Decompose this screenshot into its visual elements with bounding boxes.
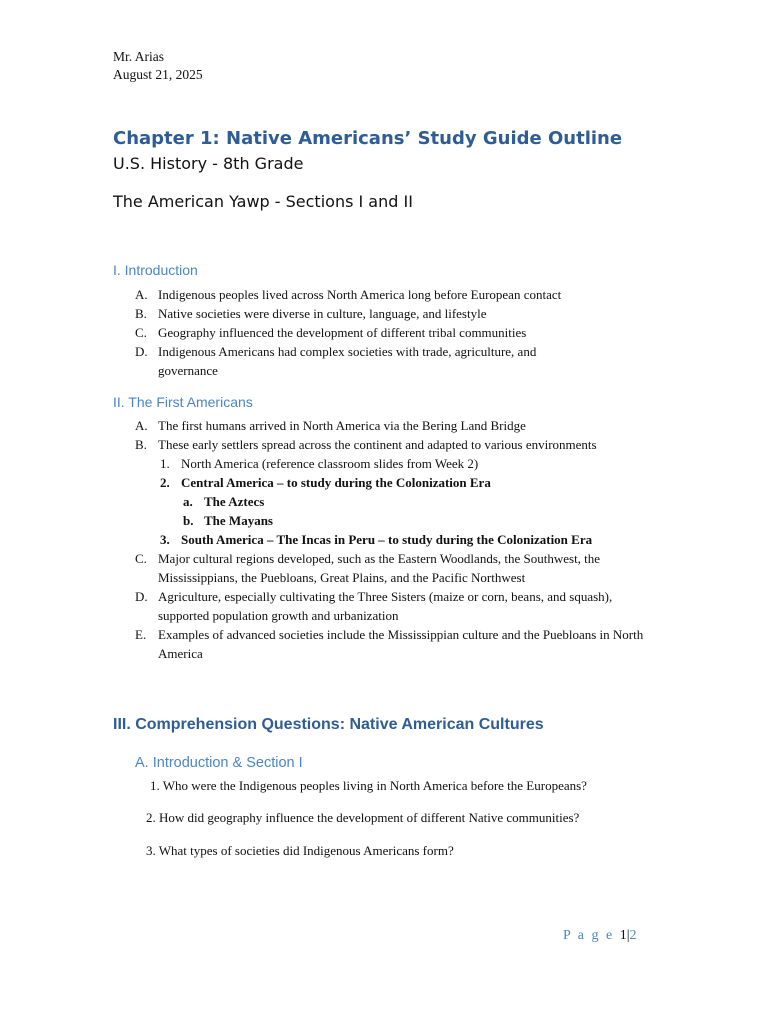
section-heading-first-americans: II. The First Americans <box>113 394 253 410</box>
list-item <box>0 304 768 323</box>
list-item <box>0 416 768 435</box>
list-item <box>0 587 768 625</box>
introduction-list <box>0 285 768 380</box>
list-text: Indigenous Americans had complex societies with trade, agriculture, and governance <box>158 344 537 378</box>
list-text: South America – The Incas in Peru – to study during the Colonization Era <box>181 532 593 547</box>
document-subtitle-2: The American Yawp - Sections I and II <box>113 192 413 211</box>
subsection-heading-intro-section-1: A. Introduction & Section I <box>135 755 303 771</box>
list-item <box>0 473 768 492</box>
list-marker: D. <box>135 589 148 604</box>
list-text: Geography influenced the development of different tribal communities <box>158 325 527 340</box>
list-text: Examples of advanced societies include the Mississippian culture and the Puebloans in North America <box>158 627 644 661</box>
list-marker: C. <box>135 551 147 566</box>
list-item <box>0 454 768 473</box>
list-marker: B. <box>135 306 147 321</box>
list-item <box>0 492 768 511</box>
list-item <box>0 549 768 587</box>
list-item <box>0 342 768 380</box>
document-title: Chapter 1: Native Americans’ Study Guide Outline <box>113 128 623 149</box>
question-2: 2. How did geography influence the development of different Native communities? <box>146 810 580 825</box>
question-3: 3. What types of societies did Indigenous Americans form? <box>146 843 454 858</box>
list-item <box>0 511 768 530</box>
list-marker: 3. <box>160 532 170 547</box>
list-marker: 1. <box>160 456 170 471</box>
section-heading-introduction: I. Introduction <box>113 262 198 278</box>
list-marker: D. <box>135 344 148 359</box>
question-1: 1. Who were the Indigenous peoples living in North America before the Europeans? <box>150 778 587 793</box>
list-text: Central America – to study during the Colonization Era <box>181 475 491 490</box>
section-heading-comprehension: III. Comprehension Questions: Native American Cultures <box>113 716 544 733</box>
list-text: The Mayans <box>204 513 273 528</box>
list-text: Indigenous peoples lived across North America long before European contact <box>158 287 562 302</box>
list-marker: B. <box>135 437 147 452</box>
list-item <box>0 530 768 549</box>
header-block <box>113 48 203 84</box>
list-item <box>0 285 768 304</box>
first-americans-list <box>0 416 768 663</box>
list-item <box>0 435 768 454</box>
page-separator: | <box>626 928 630 943</box>
list-text: North America (reference classroom slides from Week 2) <box>181 456 479 471</box>
list-item <box>0 625 768 663</box>
list-marker: A. <box>135 418 148 433</box>
page-current: 1 <box>619 928 627 943</box>
page-number <box>563 928 639 944</box>
list-text: Native societies were diverse in culture, language, and lifestyle <box>158 306 487 321</box>
list-text: Agriculture, especially cultivating the Three Sisters (maize or corn, beans, and squash), supported population growth and urbanization <box>158 589 613 623</box>
list-marker: 2. <box>160 475 170 490</box>
list-text: The Aztecs <box>204 494 265 509</box>
list-text: The first humans arrived in North America via the Bering Land Bridge <box>158 418 526 433</box>
list-item <box>0 323 768 342</box>
list-marker: C. <box>135 325 147 340</box>
page-total: 2 <box>629 928 639 943</box>
list-text: These early settlers spread across the continent and adapted to various environments <box>158 437 597 452</box>
list-marker: E. <box>135 627 147 642</box>
list-text: Major cultural regions developed, such as the Eastern Woodlands, the Southwest, the Mississippians, the Puebloans, Great Plains, and the Pacific Northwest <box>158 551 601 585</box>
document-date: August 21, 2025 <box>113 67 203 82</box>
author-name: Mr. Arias <box>113 49 165 64</box>
page-word: P a g e <box>563 928 615 943</box>
list-marker: A. <box>135 287 148 302</box>
list-marker: b. <box>183 513 194 528</box>
list-marker: a. <box>183 494 193 509</box>
document-subtitle: U.S. History - 8th Grade <box>113 154 304 173</box>
